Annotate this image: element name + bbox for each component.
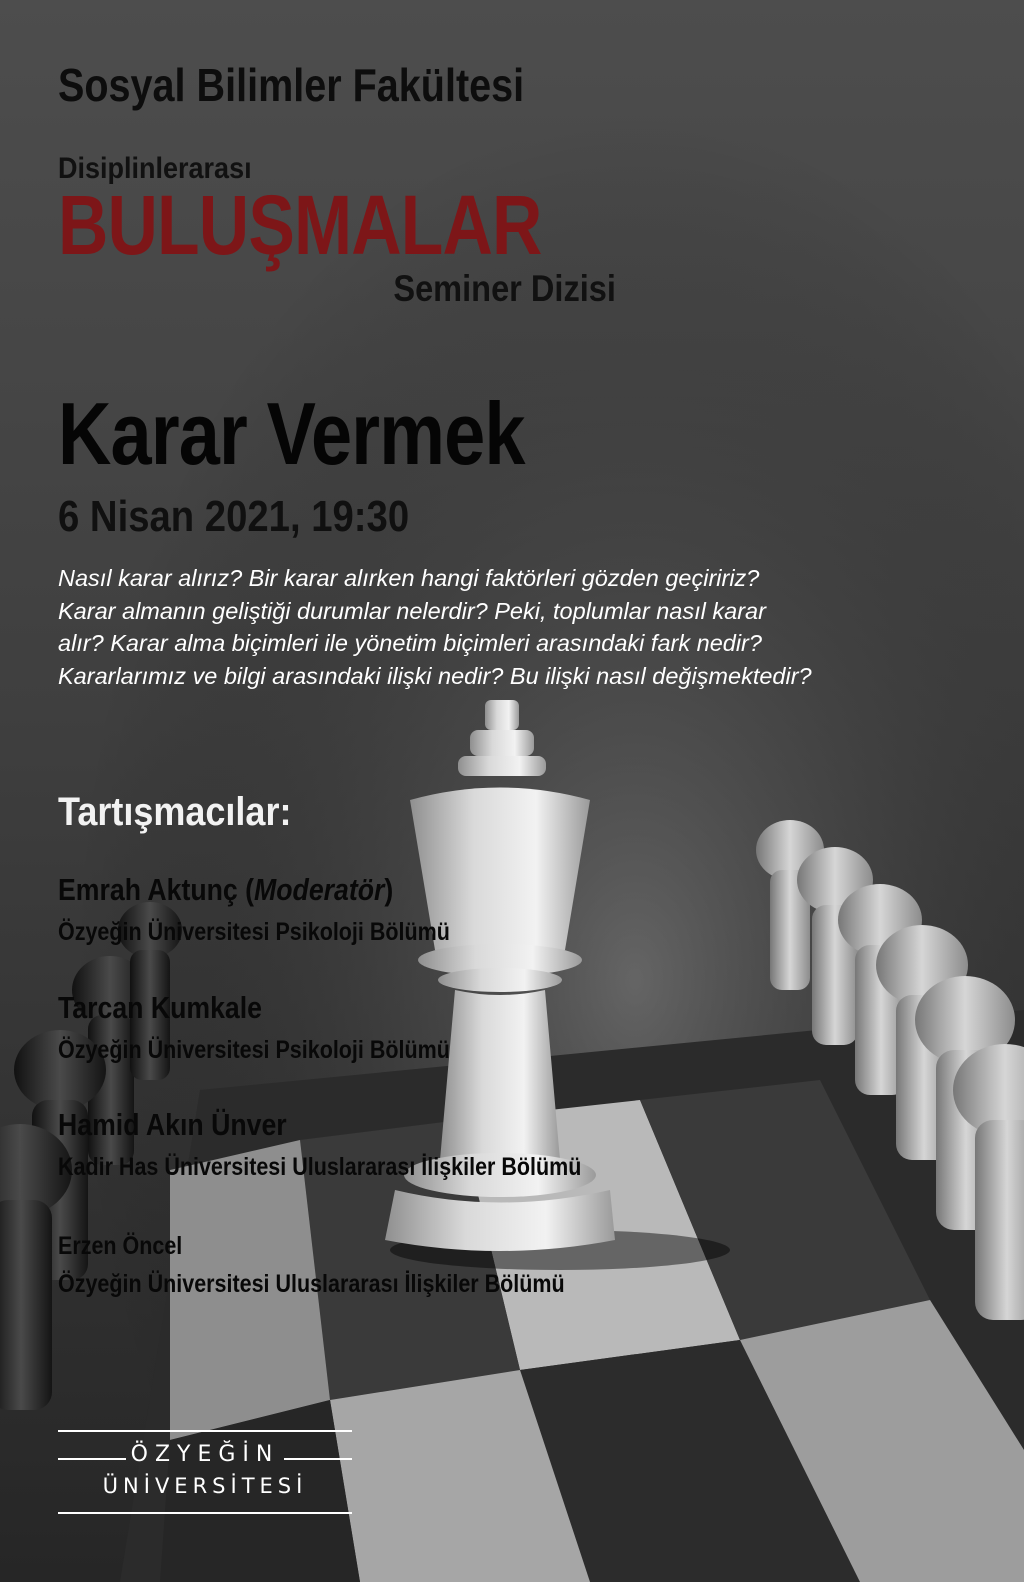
series-subtitle: Seminer Dizisi [393, 268, 616, 309]
panelist-affiliation: Özyeğin Üniversitesi Psikoloji Bölümü [58, 918, 450, 946]
faculty-name: Sosyal Bilimler Fakültesi [58, 59, 525, 111]
event-datetime: 6 Nisan 2021, 19:30 [58, 492, 410, 541]
logo-rule-top [58, 1430, 352, 1432]
panel-heading: Tartışmacılar: [58, 790, 292, 834]
logo-rule-bottom [58, 1512, 352, 1514]
panelist-name-text: Emrah Aktunç [58, 872, 238, 907]
series-title: BULUŞMALAR [58, 178, 542, 272]
panelist-name: Tarcan Kumkale [58, 990, 262, 1025]
event-title: Karar Vermek [58, 384, 525, 483]
university-logo [58, 1430, 352, 1514]
logo-word-ozyegin: ÖZYEĞİN [130, 1442, 280, 1467]
panelist-affiliation: Özyeğin Üniversitesi Psikoloji Bölümü [58, 1036, 450, 1064]
description-line: Karar almanın geliştiği durumlar nelerdir? Peki, toplumlar nasıl karar [58, 597, 766, 624]
description-line: Kararlarımız ve bilgi arasındaki ilişki nedir? Bu ilişki nasıl değişmektedir? [58, 662, 812, 689]
series-prefix: Disiplinlerarası [58, 152, 252, 185]
panelist-name: Erzen Öncel [58, 1232, 183, 1260]
panelist-role: Moderatör [254, 872, 385, 907]
panelist-name: Emrah Aktunç (Moderatör) [58, 872, 394, 907]
panelist-affiliation: Kadir Has Üniversitesi Uluslararası İlişkiler Bölümü [58, 1153, 582, 1181]
description-line: Nasıl karar alırız? Bir karar alırken hangi faktörleri gözden geçiririz? [58, 565, 760, 591]
panelist-affiliation: Özyeğin Üniversitesi Uluslararası İlişkiler Bölümü [58, 1270, 565, 1298]
logo-word-universitesi: ÜNİVERSİTESİ [102, 1474, 308, 1498]
event-description [58, 562, 978, 692]
panelist-name: Hamid Akın Ünver [58, 1107, 287, 1142]
description-line: alır? Karar alma biçimleri ile yönetim biçimleri arasındaki fark nedir? [58, 630, 762, 656]
